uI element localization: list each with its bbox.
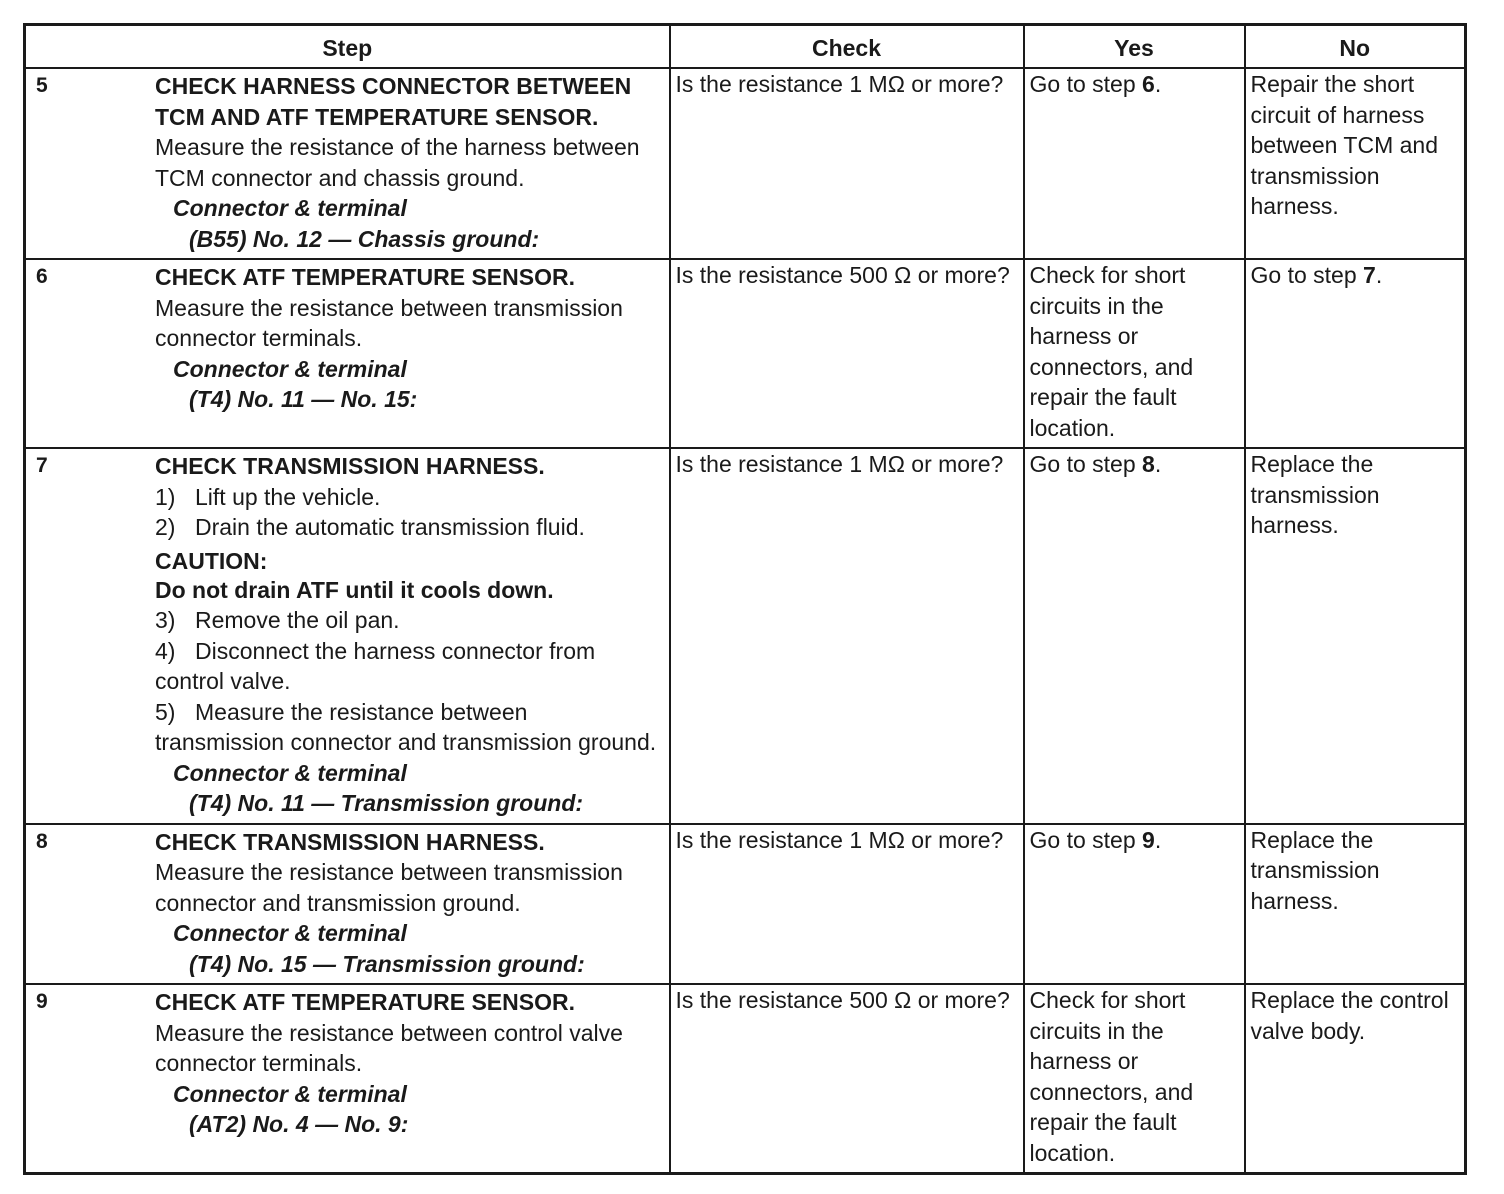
connector-terminal: (T4) No. 11 — No. 15: [189,386,418,412]
header-step: Step [25,25,670,69]
step-cell [25,824,670,985]
yes-text: Go to step [1029,71,1143,97]
step-reference: 6 [1142,71,1155,97]
yes-cell [1024,448,1245,824]
check-cell: Is the resistance 1 MΩ or more? [670,824,1024,985]
sub-step-number: 5) [155,698,176,725]
yes-suffix: . [1154,451,1162,477]
no-suffix: . [1375,262,1383,288]
connector-label: Connector & terminal [173,1080,407,1107]
step-reference: 8 [1142,451,1155,477]
table-row [25,984,1466,1173]
step-cell [25,984,670,1173]
yes-cell: Check for short circuits in the harness or connectors, and repair the fault location. [1024,984,1245,1173]
sub-step-text: Measure the resistance between transmission connector and transmission ground. [155,698,657,755]
step-number: 7 [36,454,48,477]
step-description: Measure the resistance of the harness between TCM connector and chassis ground. [155,134,640,191]
caution-text: Do not drain ATF until it cools down. [155,576,554,603]
sub-step-number: 2) [155,514,176,540]
connector-label: Connector & terminal [173,195,407,221]
check-cell: Is the resistance 1 MΩ or more? [670,68,1024,259]
no-cell [1245,259,1466,448]
sub-step-text: Drain the automatic transmission fluid. [195,514,585,540]
sub-step-number: 3) [155,607,176,633]
yes-cell [1024,68,1245,259]
connector-label: Connector & terminal [173,355,407,382]
step-title: CHECK TRANSMISSION HARNESS. [155,828,545,855]
step-number: 9 [36,990,48,1013]
step-title: CHECK ATF TEMPERATURE SENSOR. [155,264,575,290]
sub-step-text: Lift up the vehicle. [195,483,381,510]
step-cell [25,259,670,448]
step-reference: 9 [1142,826,1155,853]
sub-step [155,512,659,543]
yes-suffix: . [1154,826,1162,853]
sub-step [155,482,659,513]
diagnostic-table [23,23,1467,1175]
header-row [25,25,1466,69]
no-cell: Replace the transmission harness. [1245,824,1466,985]
connector-label: Connector & terminal [173,920,407,946]
no-cell: Replace the transmission harness. [1245,448,1466,824]
no-text: Go to step [1250,262,1364,288]
step-cell [25,448,670,824]
connector-terminal: (AT2) No. 4 — No. 9: [189,1111,409,1137]
connector-terminal: (T4) No. 15 — Transmission ground: [189,950,585,977]
step-title: CHECK ATF TEMPERATURE SENSOR. [155,989,575,1015]
connector-terminal: (B55) No. 12 — Chassis ground: [189,225,540,252]
check-cell: Is the resistance 1 MΩ or more? [670,448,1024,824]
table-row [25,448,1466,824]
connector-terminal: (T4) No. 11 — Transmission ground: [189,790,584,816]
yes-cell: Check for short circuits in the harness or connectors, and repair the fault location. [1024,259,1245,448]
no-cell: Replace the control valve body. [1245,984,1466,1173]
sub-step-text: Disconnect the harness connector from control valve. [155,637,596,694]
sub-step [155,636,659,697]
no-cell: Repair the short circuit of harness between TCM and transmission harness. [1245,68,1466,259]
step-reference: 7 [1363,262,1376,288]
sub-step-text: Remove the oil pan. [195,607,400,633]
table-row [25,68,1466,259]
connector-label: Connector & terminal [173,759,407,786]
table-row [25,824,1466,985]
table-row [25,259,1466,448]
header-check: Check [670,25,1024,69]
step-number: 5 [36,74,48,97]
sub-step [155,605,659,636]
step-description: Measure the resistance between transmission connector terminals. [155,294,623,351]
step-description: Measure the resistance between control valve connector terminals. [155,1019,623,1076]
sub-step-number: 1) [155,483,176,510]
sub-step-number: 4) [155,637,176,664]
header-yes: Yes [1024,25,1245,69]
yes-text: Go to step [1029,451,1143,477]
step-title: CHECK TRANSMISSION HARNESS. [155,453,545,479]
step-description: Measure the resistance between transmission connector and transmission ground. [155,859,623,916]
sub-step [155,697,659,758]
check-cell: Is the resistance 500 Ω or more? [670,259,1024,448]
step-number: 6 [36,265,48,288]
step-number: 8 [36,829,48,853]
yes-cell [1024,824,1245,985]
caution-heading: CAUTION: [155,547,268,574]
step-cell [25,68,670,259]
yes-suffix: . [1154,71,1162,97]
check-cell: Is the resistance 500 Ω or more? [670,984,1024,1173]
header-no: No [1245,25,1466,69]
yes-text: Go to step [1029,826,1143,853]
step-title: CHECK HARNESS CONNECTOR BETWEEN TCM AND ATF TEMPERATURE SENSOR. [155,73,632,130]
